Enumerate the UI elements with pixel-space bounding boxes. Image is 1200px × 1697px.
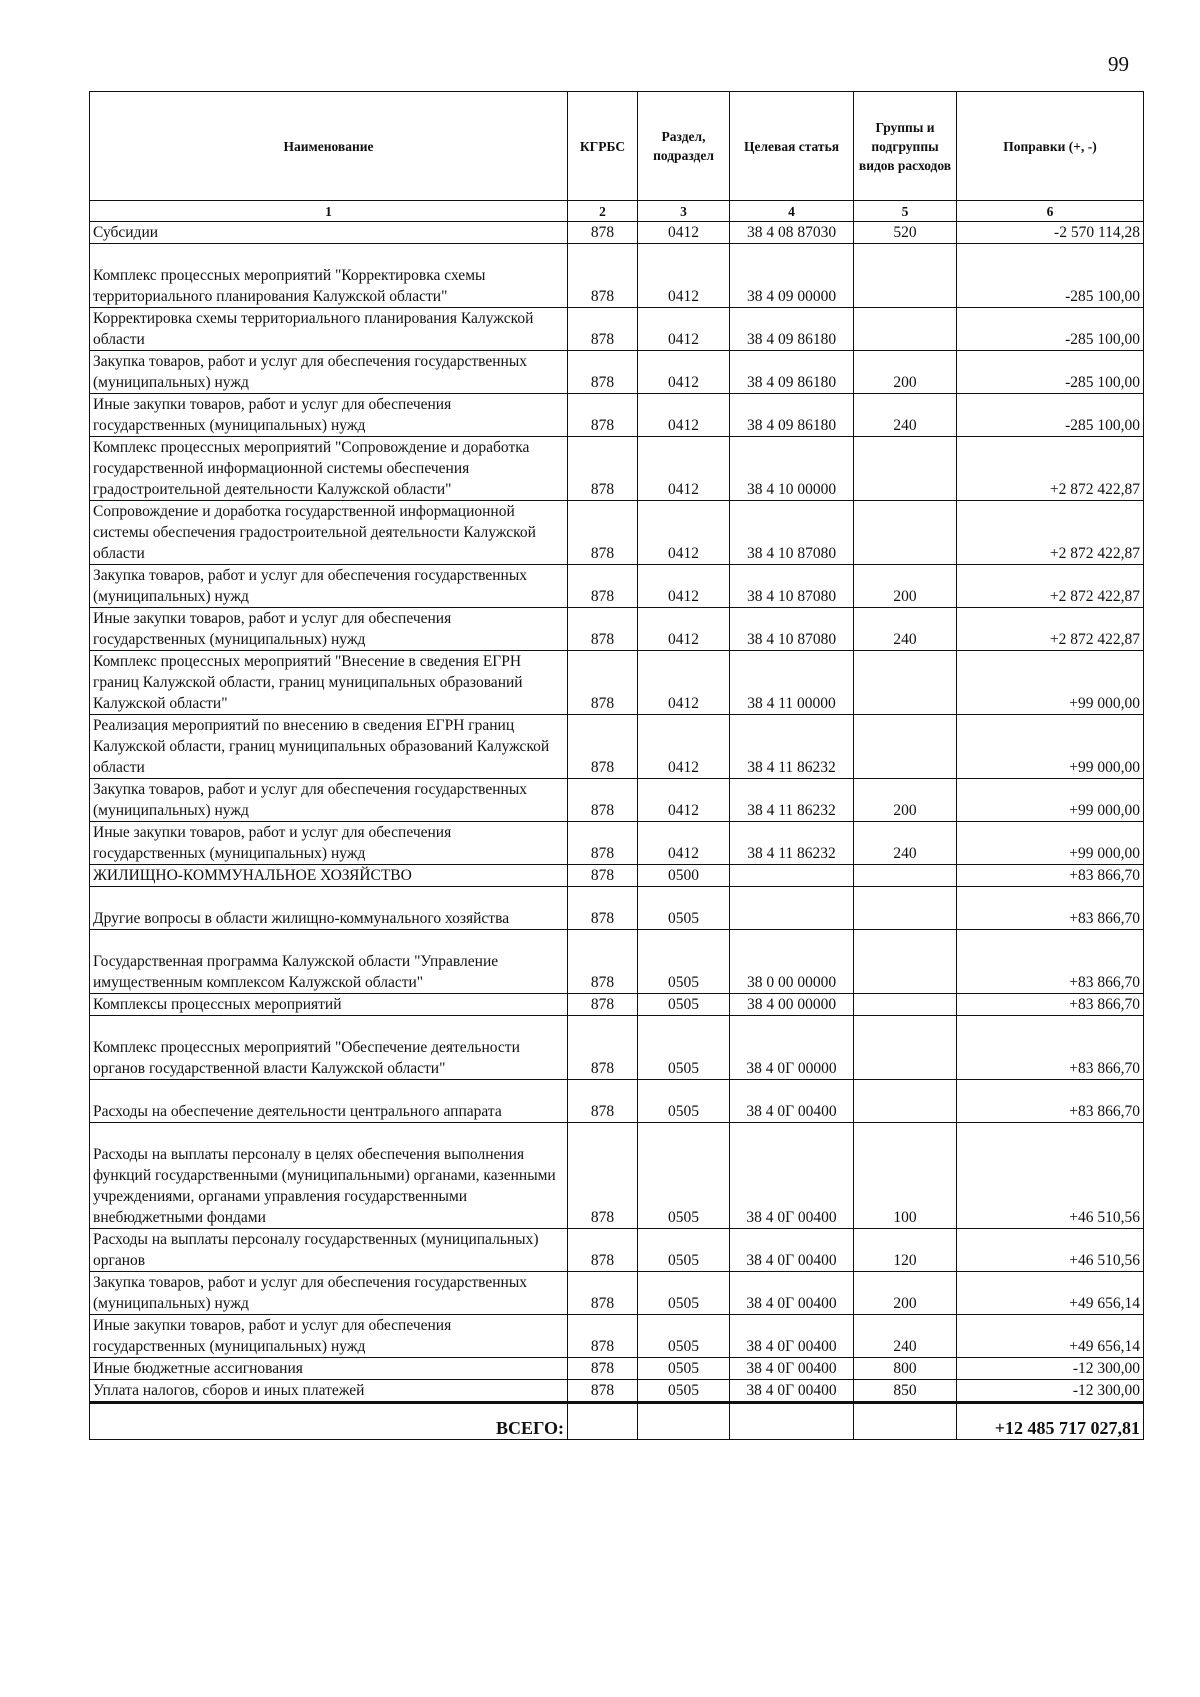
row-vid — [854, 437, 957, 501]
row-amount: -12 300,00 — [957, 1380, 1144, 1403]
row-kgrbs: 878 — [568, 1229, 638, 1272]
header-razdel: Раздел, подраздел — [638, 92, 730, 201]
row-razdel: 0505 — [638, 1380, 730, 1403]
row-amount: +49 656,14 — [957, 1315, 1144, 1358]
row-amount: +83 866,70 — [957, 887, 1144, 930]
row-kgrbs: 878 — [568, 308, 638, 351]
table-row — [90, 1123, 1144, 1229]
row-razdel: 0412 — [638, 779, 730, 822]
total-amount: +12 485 717 027,81 — [957, 1403, 1144, 1440]
row-name: Иные закупки товаров, работ и услуг для обеспечения государственных (муниципальных) нужд — [90, 394, 568, 437]
row-vid: 200 — [854, 565, 957, 608]
row-kgrbs: 878 — [568, 565, 638, 608]
row-razdel: 0505 — [638, 1123, 730, 1229]
row-name: Комплекс процессных мероприятий "Обеспечение деятельности органов государственной власти Калужской области" — [90, 1016, 568, 1080]
row-statya: 38 4 0Г 00400 — [730, 1380, 854, 1403]
row-name: Иные закупки товаров, работ и услуг для обеспечения государственных (муниципальных) нужд — [90, 608, 568, 651]
row-statya: 38 4 09 00000 — [730, 244, 854, 308]
table-row — [90, 1016, 1144, 1080]
row-vid — [854, 865, 957, 887]
row-name: Другие вопросы в области жилищно-коммунального хозяйства — [90, 887, 568, 930]
budget-table-container — [89, 91, 1143, 1440]
row-razdel: 0500 — [638, 865, 730, 887]
column-number: 4 — [730, 201, 854, 222]
row-amount: +2 872 422,87 — [957, 608, 1144, 651]
header-name: Наименование — [90, 92, 568, 201]
row-razdel: 0505 — [638, 1272, 730, 1315]
row-kgrbs: 878 — [568, 1315, 638, 1358]
row-razdel: 0412 — [638, 651, 730, 715]
column-number-row — [90, 201, 1144, 222]
row-statya — [730, 865, 854, 887]
row-kgrbs: 878 — [568, 1358, 638, 1380]
row-amount: +83 866,70 — [957, 1016, 1144, 1080]
row-razdel: 0412 — [638, 822, 730, 865]
table-row — [90, 1358, 1144, 1380]
row-statya: 38 4 11 86232 — [730, 715, 854, 779]
row-kgrbs: 878 — [568, 437, 638, 501]
row-statya: 38 4 08 87030 — [730, 222, 854, 244]
row-kgrbs: 878 — [568, 1123, 638, 1229]
row-amount: +2 872 422,87 — [957, 565, 1144, 608]
total-label: ВСЕГО: — [90, 1403, 568, 1440]
row-name: Иные бюджетные ассигнования — [90, 1358, 568, 1380]
row-name: Сопровождение и доработка государственной информационной системы обеспечения градостроительной деятельности Калужской области — [90, 501, 568, 565]
table-row — [90, 1229, 1144, 1272]
row-name: ЖИЛИЩНО-КОММУНАЛЬНОЕ ХОЗЯЙСТВО — [90, 865, 568, 887]
table-row — [90, 351, 1144, 394]
row-statya: 38 4 0Г 00400 — [730, 1123, 854, 1229]
row-name: Комплексы процессных мероприятий — [90, 994, 568, 1016]
row-vid: 200 — [854, 779, 957, 822]
table-row — [90, 887, 1144, 930]
row-vid — [854, 930, 957, 994]
row-razdel: 0505 — [638, 1358, 730, 1380]
row-kgrbs: 878 — [568, 865, 638, 887]
row-name: Расходы на выплаты персоналу в целях обеспечения выполнения функций государственными (муниципальными) органами, казенными учреждениями, органами управления государственными внебюджетными фондами — [90, 1123, 568, 1229]
row-razdel: 0505 — [638, 930, 730, 994]
row-razdel: 0505 — [638, 1080, 730, 1123]
table-row — [90, 865, 1144, 887]
row-amount: -12 300,00 — [957, 1358, 1144, 1380]
table-row — [90, 1315, 1144, 1358]
header-kgrbs: КГРБС — [568, 92, 638, 201]
row-amount: -285 100,00 — [957, 351, 1144, 394]
table-row — [90, 565, 1144, 608]
row-kgrbs: 878 — [568, 822, 638, 865]
column-number: 5 — [854, 201, 957, 222]
row-vid — [854, 887, 957, 930]
row-vid: 240 — [854, 394, 957, 437]
row-kgrbs: 878 — [568, 651, 638, 715]
row-statya: 38 4 09 86180 — [730, 308, 854, 351]
row-razdel: 0412 — [638, 437, 730, 501]
row-kgrbs: 878 — [568, 715, 638, 779]
row-kgrbs: 878 — [568, 1380, 638, 1403]
table-row — [90, 822, 1144, 865]
row-kgrbs: 878 — [568, 394, 638, 437]
row-razdel: 0505 — [638, 1016, 730, 1080]
row-amount: +83 866,70 — [957, 994, 1144, 1016]
row-name: Комплекс процессных мероприятий "Корректировка схемы территориального планирования Калужской области" — [90, 244, 568, 308]
table-row — [90, 308, 1144, 351]
row-vid: 800 — [854, 1358, 957, 1380]
row-kgrbs: 878 — [568, 244, 638, 308]
total-empty-cell — [854, 1403, 957, 1440]
column-number: 2 — [568, 201, 638, 222]
table-row — [90, 1272, 1144, 1315]
row-name: Расходы на обеспечение деятельности центрального аппарата — [90, 1080, 568, 1123]
row-razdel: 0412 — [638, 608, 730, 651]
row-amount: +2 872 422,87 — [957, 501, 1144, 565]
row-name: Закупка товаров, работ и услуг для обеспечения государственных (муниципальных) нужд — [90, 351, 568, 394]
table-row — [90, 501, 1144, 565]
row-statya: 38 4 10 00000 — [730, 437, 854, 501]
row-razdel: 0412 — [638, 501, 730, 565]
row-amount: -285 100,00 — [957, 308, 1144, 351]
row-statya: 38 4 10 87080 — [730, 565, 854, 608]
row-vid: 850 — [854, 1380, 957, 1403]
row-vid: 120 — [854, 1229, 957, 1272]
row-statya: 38 4 11 86232 — [730, 779, 854, 822]
table-row — [90, 1380, 1144, 1403]
row-statya: 38 4 09 86180 — [730, 394, 854, 437]
table-row — [90, 222, 1144, 244]
row-razdel: 0412 — [638, 565, 730, 608]
row-amount: +83 866,70 — [957, 1080, 1144, 1123]
row-razdel: 0412 — [638, 715, 730, 779]
row-razdel: 0412 — [638, 394, 730, 437]
row-kgrbs: 878 — [568, 994, 638, 1016]
row-amount: +49 656,14 — [957, 1272, 1144, 1315]
row-name: Закупка товаров, работ и услуг для обеспечения государственных (муниципальных) нужд — [90, 565, 568, 608]
row-name: Иные закупки товаров, работ и услуг для обеспечения государственных (муниципальных) нужд — [90, 822, 568, 865]
row-vid — [854, 994, 957, 1016]
table-row — [90, 994, 1144, 1016]
table-row — [90, 651, 1144, 715]
row-name: Комплекс процессных мероприятий "Внесение в сведения ЕГРН границ Калужской области, границ муниципальных образований Калужской области" — [90, 651, 568, 715]
row-statya: 38 4 10 87080 — [730, 608, 854, 651]
row-name: Государственная программа Калужской области "Управление имущественным комплексом Калужской области" — [90, 930, 568, 994]
table-row — [90, 244, 1144, 308]
table-row — [90, 779, 1144, 822]
header-statya: Целевая статья — [730, 92, 854, 201]
row-vid — [854, 308, 957, 351]
row-vid — [854, 651, 957, 715]
row-statya: 38 4 0Г 00400 — [730, 1358, 854, 1380]
row-vid: 100 — [854, 1123, 957, 1229]
row-name: Уплата налогов, сборов и иных платежей — [90, 1380, 568, 1403]
row-name: Корректировка схемы территориального планирования Калужской области — [90, 308, 568, 351]
budget-amendments-table — [89, 91, 1144, 1440]
row-kgrbs: 878 — [568, 1016, 638, 1080]
total-empty-cell — [568, 1403, 638, 1440]
total-empty-cell — [730, 1403, 854, 1440]
row-vid — [854, 1016, 957, 1080]
row-amount: +99 000,00 — [957, 715, 1144, 779]
row-razdel: 0505 — [638, 887, 730, 930]
row-statya: 38 4 0Г 00400 — [730, 1272, 854, 1315]
row-kgrbs: 878 — [568, 608, 638, 651]
row-statya: 38 4 11 00000 — [730, 651, 854, 715]
row-statya: 38 4 00 00000 — [730, 994, 854, 1016]
row-vid: 200 — [854, 351, 957, 394]
row-kgrbs: 878 — [568, 887, 638, 930]
row-razdel: 0505 — [638, 994, 730, 1016]
row-name: Расходы на выплаты персоналу государственных (муниципальных) органов — [90, 1229, 568, 1272]
row-name: Субсидии — [90, 222, 568, 244]
row-vid: 240 — [854, 608, 957, 651]
row-vid: 520 — [854, 222, 957, 244]
table-header-row — [90, 92, 1144, 201]
row-razdel: 0505 — [638, 1315, 730, 1358]
row-amount: +46 510,56 — [957, 1229, 1144, 1272]
row-statya: 38 0 00 00000 — [730, 930, 854, 994]
row-kgrbs: 878 — [568, 1272, 638, 1315]
row-name: Реализация мероприятий по внесению в сведения ЕГРН границ Калужской области, границ муниципальных образований Калужской области — [90, 715, 568, 779]
row-kgrbs: 878 — [568, 501, 638, 565]
row-kgrbs: 878 — [568, 779, 638, 822]
table-row — [90, 437, 1144, 501]
column-number: 3 — [638, 201, 730, 222]
row-amount: -285 100,00 — [957, 394, 1144, 437]
table-row — [90, 930, 1144, 994]
row-statya: 38 4 0Г 00000 — [730, 1016, 854, 1080]
row-kgrbs: 878 — [568, 222, 638, 244]
row-razdel: 0412 — [638, 308, 730, 351]
total-row — [90, 1403, 1144, 1440]
row-statya: 38 4 11 86232 — [730, 822, 854, 865]
row-amount: +83 866,70 — [957, 865, 1144, 887]
row-name: Комплекс процессных мероприятий "Сопровождение и доработка государственной информационной системы обеспечения градостроительной деятельности Калужской области" — [90, 437, 568, 501]
total-empty-cell — [638, 1403, 730, 1440]
row-amount: +2 872 422,87 — [957, 437, 1144, 501]
page-number: 99 — [1108, 52, 1129, 76]
row-statya — [730, 887, 854, 930]
row-amount: +46 510,56 — [957, 1123, 1144, 1229]
row-amount: +83 866,70 — [957, 930, 1144, 994]
table-row — [90, 715, 1144, 779]
table-row — [90, 608, 1144, 651]
row-statya: 38 4 09 86180 — [730, 351, 854, 394]
row-statya: 38 4 0Г 00400 — [730, 1080, 854, 1123]
row-kgrbs: 878 — [568, 930, 638, 994]
row-vid: 200 — [854, 1272, 957, 1315]
row-kgrbs: 878 — [568, 1080, 638, 1123]
table-row — [90, 1080, 1144, 1123]
row-vid — [854, 715, 957, 779]
row-razdel: 0505 — [638, 1229, 730, 1272]
row-vid — [854, 501, 957, 565]
row-razdel: 0412 — [638, 244, 730, 308]
header-vid: Группы и подгруппы видов расходов — [854, 92, 957, 201]
row-statya: 38 4 10 87080 — [730, 501, 854, 565]
row-amount: -2 570 114,28 — [957, 222, 1144, 244]
row-razdel: 0412 — [638, 351, 730, 394]
table-row — [90, 394, 1144, 437]
row-vid: 240 — [854, 1315, 957, 1358]
row-amount: -285 100,00 — [957, 244, 1144, 308]
row-amount: +99 000,00 — [957, 822, 1144, 865]
row-kgrbs: 878 — [568, 351, 638, 394]
row-razdel: 0412 — [638, 222, 730, 244]
header-amount: Поправки (+, -) — [957, 92, 1144, 201]
row-amount: +99 000,00 — [957, 651, 1144, 715]
row-vid — [854, 1080, 957, 1123]
column-number: 6 — [957, 201, 1144, 222]
row-name: Закупка товаров, работ и услуг для обеспечения государственных (муниципальных) нужд — [90, 1272, 568, 1315]
column-number: 1 — [90, 201, 568, 222]
row-name: Закупка товаров, работ и услуг для обеспечения государственных (муниципальных) нужд — [90, 779, 568, 822]
row-statya: 38 4 0Г 00400 — [730, 1315, 854, 1358]
row-vid — [854, 244, 957, 308]
row-vid: 240 — [854, 822, 957, 865]
row-statya: 38 4 0Г 00400 — [730, 1229, 854, 1272]
row-amount: +99 000,00 — [957, 779, 1144, 822]
row-name: Иные закупки товаров, работ и услуг для обеспечения государственных (муниципальных) нужд — [90, 1315, 568, 1358]
